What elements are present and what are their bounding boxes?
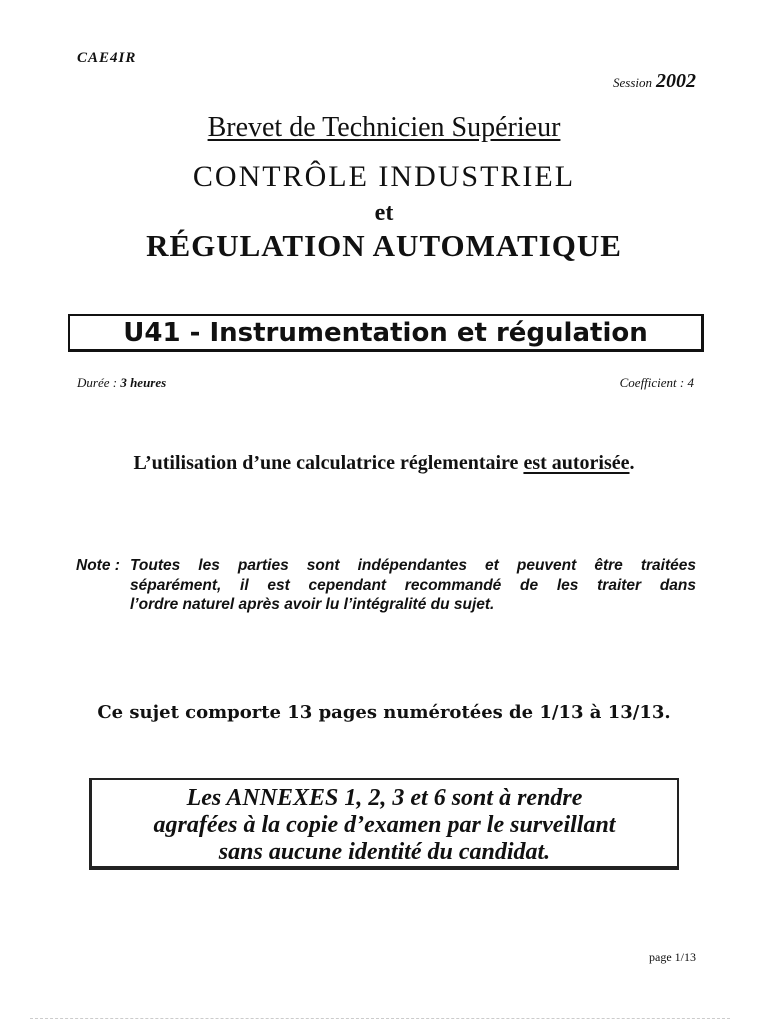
annexes-line-2: agrafées à la copie d’examen par le surveillant [153,812,616,838]
annexes-line-1: Les ANNEXES 1, 2, 3 et 6 sont à rendre [186,785,583,811]
subject-title-line-2: et [374,200,394,226]
session-year: 2002 [656,70,696,92]
duration-value: 3 heures [120,375,167,390]
exam-code: CAE4IR [77,50,137,66]
subject-title-line-1: CONTRÔLE INDUSTRIEL [192,160,576,193]
session-info [613,70,696,93]
page-number: page 1/13 [649,950,696,964]
coefficient: Coefficient : 4 [619,375,694,390]
unit-name: Instrumentation et régulation [209,317,648,348]
session-label: Session [613,75,652,90]
calculator-text: L’utilisation d’une calculatrice réglementaire [133,452,524,474]
calculator-emphasis: est autorisée [523,452,630,474]
calculator-end: . [629,452,635,474]
note-line-1: Toutes les parties sont indépendantes et peuvent être traitées [130,557,696,574]
duration-label: Durée : [77,375,121,390]
calculator-statement [0,452,768,475]
note-line-3: l’ordre naturel après avoir lu l’intégralité du sujet. [130,596,495,613]
note-line-2: séparément, il est cependant recommandé de les traiter dans [130,576,696,594]
note-block [76,556,696,615]
diploma-title: Brevet de Technicien Supérieur [207,112,561,143]
subject-title-line-3: RÉGULATION AUTOMATIQUE [146,228,622,263]
unit-title-box [68,314,704,352]
duration [77,375,166,391]
unit-code: U41 [123,317,181,348]
note-label: Note : [76,557,120,574]
annexes-box [89,778,679,870]
annexes-line-3: sans aucune identité du candidat. [218,839,551,865]
unit-separator: - [180,317,210,348]
footer-divider [30,1018,730,1019]
page-count-statement: Ce sujet comporte 13 pages numérotées de 1/13 à 13/13. [97,702,671,723]
